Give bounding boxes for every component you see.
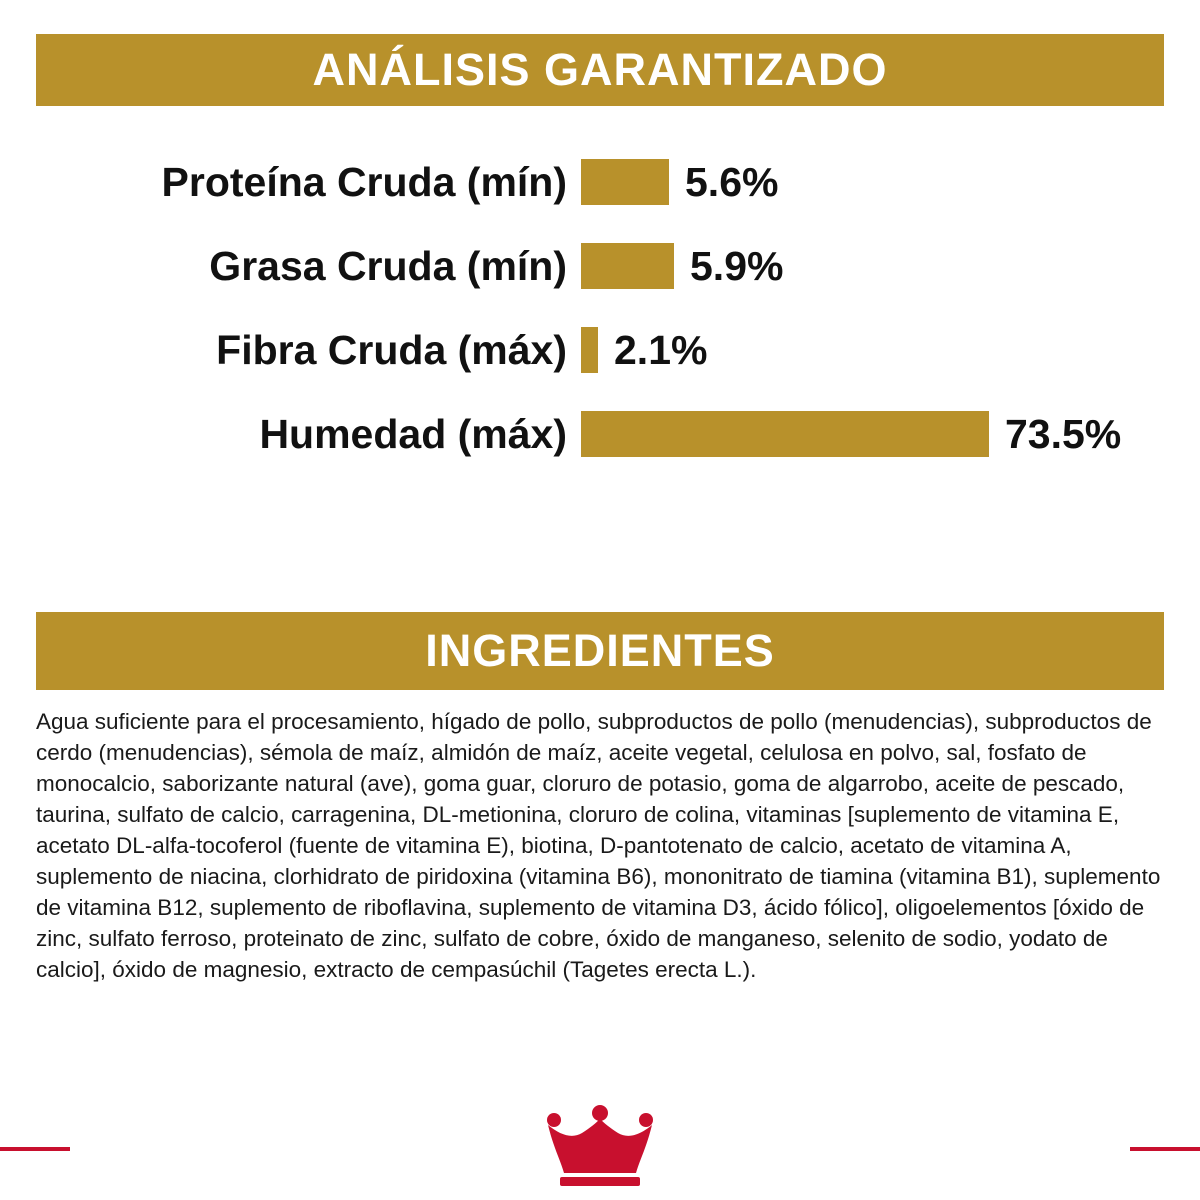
nutrient-bar-wrap xyxy=(581,243,783,290)
ingredients-paragraph: Agua suficiente para el procesamiento, hígado de pollo, subproductos de pollo (menudencias), subproductos de cerdo (menudencias), sémola de maíz, almidón de maíz, aceite vegetal, celulosa en polvo, sal, fosfato de monocalcio, saborizante natural (ave), goma guar, cloruro de potasio, goma de algarrobo, aceite de pescado, taurina, sulfato de calcio, carragenina, DL-metionina, cloruro de colina, vitaminas [suplemento de vitamina E, acetato DL-alfa-tocoferol (fuente de vitamina E), biotina, D-pantotenato de calcio, acetato de vitamina A, suplemento de niacina, clorhidrato de piridoxina (vitamina B6), mononitrato de tiamina (vitamina B1), suplemento de vitamina B12, suplemento de riboflavina, suplemento de vitamina D3, ácido fólico], oligoelementos [óxido de zinc, sulfato ferroso, proteinato de zinc, sulfato de cobre, óxido de manganeso, selenito de sodio, yodato de calcio], óxido de magnesio, extracto de cempasúchil (Tagetes erecta L.). xyxy=(36,709,1161,982)
table-row xyxy=(36,224,1164,308)
guaranteed-analysis-title: ANÁLISIS GARANTIZADO xyxy=(36,34,1164,106)
nutrient-label: Fibra Cruda (máx) xyxy=(216,326,567,373)
table-row xyxy=(36,392,1164,476)
nutrient-label: Grasa Cruda (mín) xyxy=(209,242,567,289)
nutrient-value: 5.6% xyxy=(685,158,779,205)
table-row xyxy=(36,140,1164,224)
ingredients-title: INGREDIENTES xyxy=(36,612,1164,690)
nutrient-value: 73.5% xyxy=(1005,410,1122,457)
nutrient-bar-wrap xyxy=(581,159,778,206)
royal-canin-crown-logo-icon xyxy=(540,1103,660,1198)
nutrient-bar-wrap xyxy=(581,327,707,374)
footer-rule-right xyxy=(1130,1147,1200,1151)
nutrient-bar-wrap xyxy=(581,411,1121,458)
table-row xyxy=(36,308,1164,392)
nutrient-bar xyxy=(581,159,669,205)
guaranteed-analysis-chart xyxy=(36,140,1164,500)
nutrient-label: Proteína Cruda (mín) xyxy=(161,158,567,205)
nutrient-value: 5.9% xyxy=(690,242,784,289)
nutrient-value: 2.1% xyxy=(614,326,708,373)
footer-rule-left xyxy=(0,1147,70,1151)
nutrient-bar xyxy=(581,327,598,373)
nutrient-bar xyxy=(581,411,989,457)
nutrient-label: Humedad (máx) xyxy=(259,410,567,457)
footer xyxy=(0,1095,1200,1200)
nutrient-bar xyxy=(581,243,674,289)
